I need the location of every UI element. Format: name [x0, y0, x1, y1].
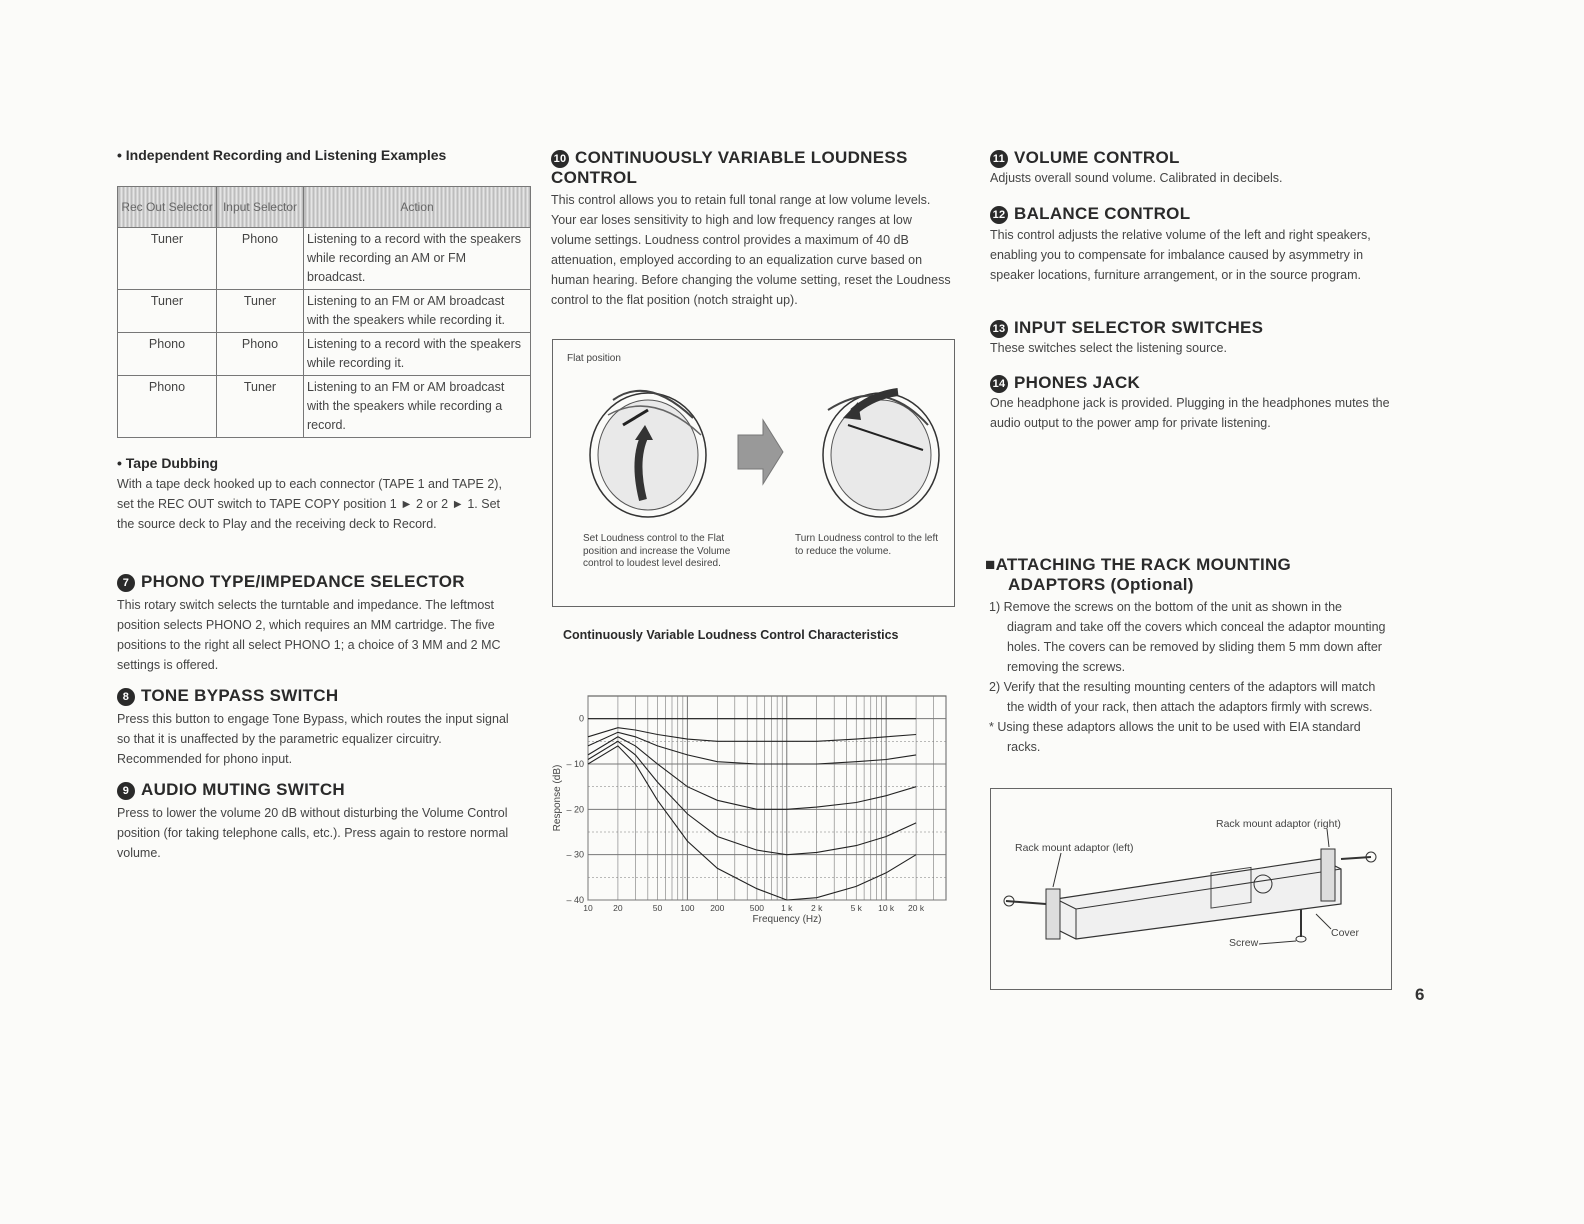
- table-row: [118, 333, 531, 376]
- input-heading: [990, 318, 1390, 338]
- cell-rec-out: Tuner: [118, 290, 217, 333]
- number-badge: 9: [117, 782, 135, 800]
- rack-title-line1: ■ATTACHING THE RACK MOUNTING: [985, 555, 1292, 574]
- list-item: * Using these adaptors allows the unit to be used with EIA standard racks.: [989, 720, 1361, 754]
- x-tick-label: 500: [749, 903, 764, 913]
- phones-text: One headphone jack is provided. Plugging in the headphones mutes the audio output to the power amp for private listening.: [990, 396, 1390, 430]
- tone-text: Press this button to engage Tone Bypass, which routes the input signal so that it is unaffected by the parametric equalizer circuitry. Recommended for phono input.: [117, 712, 509, 766]
- volume-heading: [990, 148, 1390, 168]
- number-badge: 11: [990, 150, 1008, 168]
- x-tick-label: 2 k: [811, 903, 823, 913]
- muting-heading: [117, 780, 517, 800]
- number-badge: 8: [117, 688, 135, 706]
- series-line: [588, 741, 916, 854]
- label-screw: Screw: [1229, 937, 1259, 949]
- balance-text: This control adjusts the relative volume of the left and right speakers, enabling you to compensate for imbalance caused by asymmetry in speaker locations, furniture arrangement, or in the source program.: [990, 228, 1371, 282]
- loudness-title: CONTINUOUSLY VARIABLE LOUDNESS CONTROL: [551, 148, 908, 187]
- cell-action: Listening to a record with the speakers while recording an AM or FM broadcast.: [304, 228, 531, 290]
- knob-left: [590, 391, 706, 517]
- cell-input: Tuner: [217, 290, 304, 333]
- loudness-heading: [551, 148, 953, 188]
- page-number: 6: [1415, 985, 1425, 1004]
- y-tick-label: 0: [578, 713, 584, 724]
- x-tick-label: 200: [710, 903, 725, 913]
- phones-section: [990, 373, 1390, 433]
- x-tick-label: 100: [680, 903, 695, 913]
- list-item: 1) Remove the screws on the bottom of the unit as shown in the diagram and take off the covers which conceal the adaptor mounting holes. The covers can be removed by sliding them 5 mm down after removing the screws.: [989, 600, 1386, 674]
- phones-heading: [990, 373, 1390, 393]
- x-axis-label: Frequency (Hz): [752, 914, 822, 925]
- phono-heading: [117, 572, 517, 592]
- label-adaptor-right: Rack mount adaptor (right): [1216, 818, 1341, 830]
- table-row: [118, 228, 531, 290]
- x-tick-label: 50: [652, 903, 663, 913]
- muting-title: AUDIO MUTING SWITCH: [141, 780, 346, 799]
- tone-heading: [117, 686, 517, 706]
- cell-action: Listening to a record with the speakers while recording it.: [304, 333, 531, 376]
- number-badge: 14: [990, 375, 1008, 393]
- phono-text: This rotary switch selects the turntable and impedance. The leftmost position selects PHONO 2, which requires an MM cartridge. The five positions to the right all select PHONO 1; a choice of 3 MM and 2 MC settings is offered.: [117, 598, 501, 672]
- rack-mount-figure: [990, 788, 1392, 990]
- cell-input: Phono: [217, 333, 304, 376]
- header-action: Action: [304, 187, 531, 228]
- examples-title: • Independent Recording and Listening Examples: [117, 147, 447, 163]
- knob-right: [823, 392, 939, 517]
- tape-dubbing-text: With a tape deck hooked up to each connector (TAPE 1 and TAPE 2), set the REC OUT switch to TAPE COPY position 1 ► 2 or 2 ► 1. Set the source deck to Play and the receiving deck to Record.: [117, 477, 502, 531]
- x-tick-label: 20 k: [908, 903, 925, 913]
- input-title: INPUT SELECTOR SWITCHES: [1014, 318, 1264, 337]
- label-cover: Cover: [1331, 927, 1360, 939]
- phones-title: PHONES JACK: [1014, 373, 1141, 392]
- y-axis-label: Response (dB): [552, 764, 563, 832]
- cell-rec-out: Phono: [118, 333, 217, 376]
- y-tick-label: – 30: [566, 849, 584, 860]
- caption-right: Turn Loudness control to the left to reduce the volume.: [795, 533, 939, 557]
- rack-title-line2: ADAPTORS (Optional): [1008, 575, 1194, 594]
- cell-rec-out: Phono: [118, 376, 217, 438]
- balance-heading: [990, 204, 1390, 224]
- series-line: [588, 732, 916, 764]
- cell-rec-out: Tuner: [118, 228, 217, 290]
- volume-text: Adjusts overall sound volume. Calibrated in decibels.: [990, 171, 1283, 185]
- muting-section: [117, 780, 517, 863]
- number-badge: 13: [990, 320, 1008, 338]
- balance-section: [990, 204, 1390, 285]
- recording-examples-table: [117, 186, 531, 438]
- tape-dubbing-title: • Tape Dubbing: [117, 455, 219, 471]
- input-text: These switches select the listening source.: [990, 341, 1227, 355]
- series-line: [588, 746, 916, 900]
- volume-title: VOLUME CONTROL: [1014, 148, 1180, 167]
- x-tick-label: 10: [583, 903, 593, 913]
- header-rec-out: Rec Out Selector: [118, 187, 217, 228]
- volume-section: [990, 148, 1390, 188]
- x-tick-label: 5 k: [850, 903, 862, 913]
- number-badge: 7: [117, 574, 135, 592]
- rack-steps-list: [985, 597, 1390, 757]
- knob-illustration: [553, 340, 954, 530]
- cell-action: Listening to an FM or AM broadcast with the speakers while recording a record.: [304, 376, 531, 438]
- x-tick-label: 10 k: [878, 903, 895, 913]
- number-badge: 12: [990, 206, 1008, 224]
- transition-arrow-icon: [738, 420, 783, 484]
- x-tick-label: 20: [613, 903, 623, 913]
- cell-input: Phono: [217, 228, 304, 290]
- header-input: Input Selector: [217, 187, 304, 228]
- cell-action: Listening to an FM or AM broadcast with the speakers while recording it.: [304, 290, 531, 333]
- tone-title: TONE BYPASS SWITCH: [141, 686, 339, 705]
- loudness-knob-figure: [552, 339, 955, 607]
- table-row: [118, 290, 531, 333]
- loudness-text: This control allows you to retain full tonal range at low volume levels. Your ear loses sensitivity to high and low frequency ranges at low volume settings. Loudness control provides a maximum of 40 dB attenuation, employed according to an equalization curve based on human hearing. Before changing the volume setting, reset the Loudness control to the flat position (notch straight up).: [551, 193, 951, 307]
- table-row: [118, 376, 531, 438]
- loudness-chart: [548, 688, 958, 938]
- flat-position-label: Flat position: [567, 353, 621, 364]
- x-tick-label: 1 k: [781, 903, 793, 913]
- cell-input: Tuner: [217, 376, 304, 438]
- loudness-section: [551, 148, 953, 310]
- balance-title: BALANCE CONTROL: [1014, 204, 1191, 223]
- input-section: [990, 318, 1390, 358]
- rack-section: [985, 555, 1390, 757]
- y-tick-label: – 40: [566, 895, 584, 905]
- series-line: [588, 737, 916, 810]
- list-item: 2) Verify that the resulting mounting centers of the adaptors will match the width of your rack, then attach the adaptors firmly with screws.: [989, 680, 1376, 714]
- caption-left: Set Loudness control to the Flat position and increase the Volume control to loudest level desired.: [583, 533, 731, 569]
- table-header-row: [118, 187, 531, 228]
- chart-title: Continuously Variable Loudness Control Characteristics: [563, 628, 899, 642]
- label-adaptor-left: Rack mount adaptor (left): [1015, 842, 1134, 854]
- series-line: [588, 728, 916, 742]
- y-tick-label: – 10: [566, 759, 584, 769]
- number-badge: 10: [551, 150, 569, 168]
- phono-title: PHONO TYPE/IMPEDANCE SELECTOR: [141, 572, 465, 591]
- muting-text: Press to lower the volume 20 dB without disturbing the Volume Control position (for taking telephone calls, etc.). Press again to restore normal volume.: [117, 806, 509, 860]
- tone-section: [117, 686, 517, 769]
- phono-section: [117, 572, 517, 675]
- y-tick-label: – 20: [566, 804, 584, 815]
